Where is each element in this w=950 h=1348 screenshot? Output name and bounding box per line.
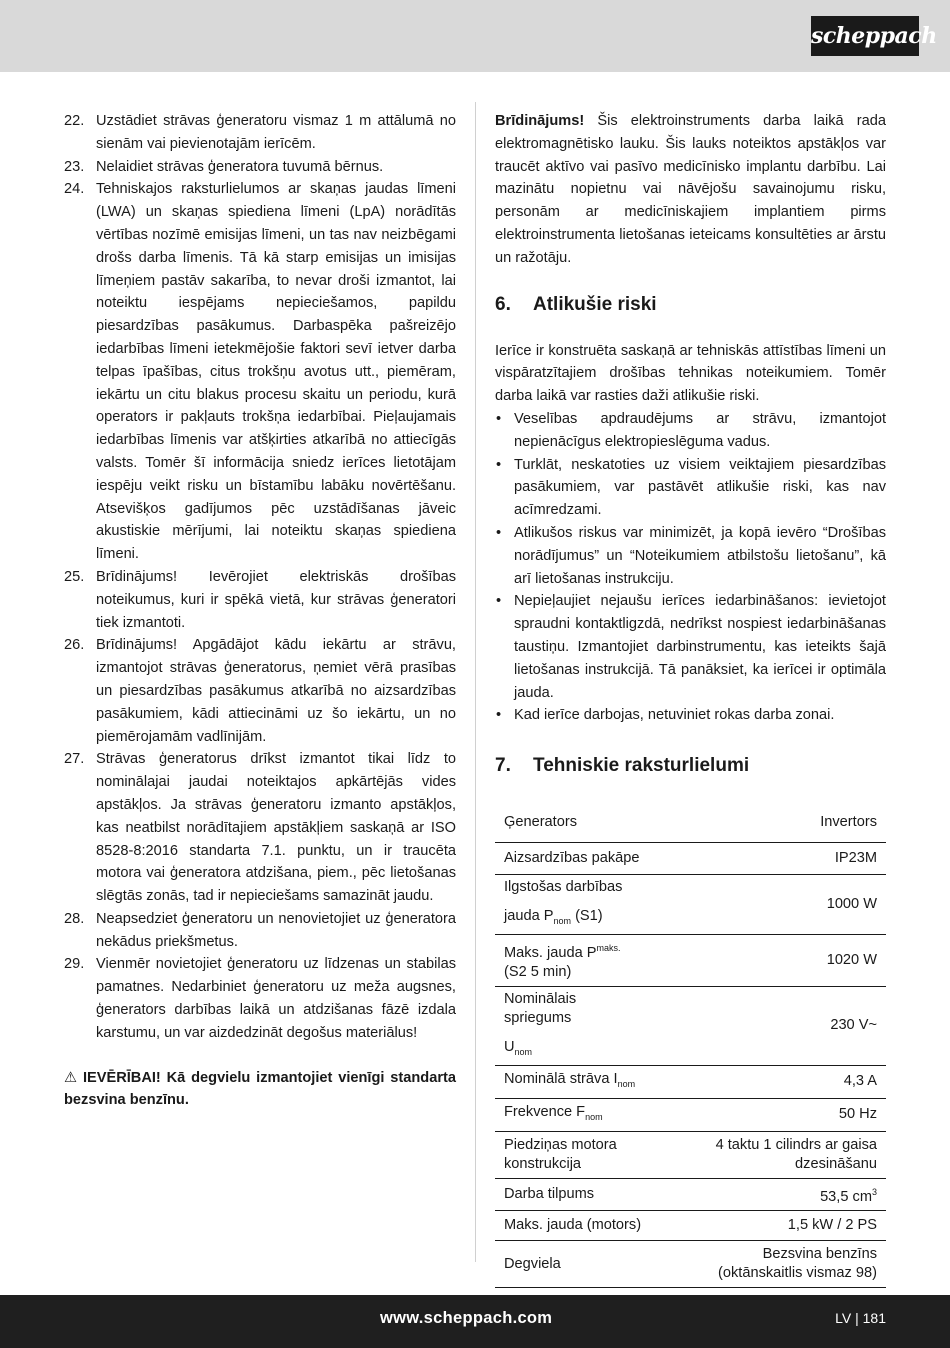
scheppach-logo: scheppach bbox=[811, 16, 919, 56]
footer-bar bbox=[0, 1295, 950, 1348]
fuel-warning-text: IEVĒRĪBAI! Kā degvielu izmantojiet vienīgi standarta bezsvina benzīnu. bbox=[64, 1069, 456, 1109]
table-row bbox=[495, 1065, 886, 1098]
bullet-text: Turklāt, neskatoties uz visiem veiktajiem piesardzības pasākumiem, var pastāvēt atlikušie riski, kas nav acīmredzami. bbox=[514, 456, 886, 519]
spec-label-line bbox=[504, 1038, 532, 1062]
spec-value bbox=[655, 1178, 886, 1211]
bullet-icon: • bbox=[496, 456, 502, 473]
list-item bbox=[64, 953, 456, 1044]
residual-risks-list bbox=[495, 408, 886, 727]
spec-value-line: (oktānskaitlis vismaz 98) bbox=[718, 1265, 877, 1282]
section-7-heading bbox=[495, 755, 886, 777]
bullet-text: Nepieļaujiet nejaušu ierīces iedarbināšanos: ievietojot spraudni kontaktligzdā, nedrīkst nospiest iedarbināšanas taustiņu. Izmantojiet darbinstrumentu, kas ieteikts šajā lietošanas instrukcijā. Tā panāksiet, ka ierīcei ir optimāla jauda. bbox=[514, 593, 886, 701]
item-number: 28. bbox=[64, 910, 85, 927]
list-item bbox=[64, 156, 456, 179]
page-number-value: 181 bbox=[862, 1310, 886, 1326]
spec-label-part: U bbox=[504, 1038, 515, 1055]
spec-label bbox=[495, 1098, 655, 1131]
item-number: 24. bbox=[64, 181, 85, 198]
residual-risks-intro: Ierīce ir konstruēta saskaņā ar tehniskās attīstības līmeni un vispāratzītajiem drošības tehnikas noteikumiem. Tomēr darba laikā var rasties daži atlikušie riski. bbox=[495, 342, 886, 405]
item-text: Nelaidiet strāvas ģeneratora tuvumā bērnus. bbox=[96, 158, 384, 175]
spec-label-part: (S1) bbox=[571, 908, 603, 925]
item-number: 29. bbox=[64, 956, 85, 973]
spec-subscript: nom bbox=[514, 1046, 533, 1057]
item-number: 27. bbox=[64, 751, 85, 768]
spec-label-line bbox=[504, 907, 603, 931]
table-row bbox=[495, 986, 886, 1065]
item-number: 25. bbox=[64, 568, 85, 585]
table-row bbox=[495, 875, 886, 935]
bullet-icon: • bbox=[496, 410, 502, 427]
table-row bbox=[495, 1131, 886, 1178]
spec-label bbox=[495, 1131, 655, 1178]
spec-value-part: 53,5 cm bbox=[820, 1188, 872, 1205]
spec-label: Degviela bbox=[495, 1241, 655, 1288]
section-6-heading bbox=[495, 294, 886, 316]
table-row bbox=[495, 1178, 886, 1211]
spec-label-line: Ilgstošas darbības bbox=[504, 879, 623, 896]
list-item bbox=[495, 454, 886, 522]
website-url: www.scheppach.com bbox=[380, 1309, 553, 1327]
bullet-text: Veselības apdraudējums ar strāvu, izmantojot nepienācīgus elektropieslēguma vadus. bbox=[514, 410, 886, 450]
page-number bbox=[835, 1310, 886, 1326]
right-column bbox=[495, 110, 886, 1288]
spec-label bbox=[495, 875, 655, 935]
spec-label-line: (S2 5 min) bbox=[504, 963, 572, 980]
table-row bbox=[495, 811, 886, 843]
bullet-icon: • bbox=[496, 524, 502, 541]
item-text: Uzstādiet strāvas ģeneratoru vismaz 1 m attālumā no sienām vai pievienotajām ierīcēm. bbox=[96, 113, 456, 152]
list-item bbox=[64, 908, 456, 954]
spec-label: Aizsardzības pakāpe bbox=[495, 843, 655, 875]
spec-label-part: Frekvence F bbox=[504, 1103, 586, 1120]
spec-value bbox=[655, 1131, 886, 1178]
item-text: Tehniskajos raksturlielumos ar skaņas jaudas līmeni (LWA) un skaņas spiediena līmeni (LpA) norādītās vērtības nozīmē emisijas līmeni, un tas nav neizbēgami drošs darba līmenis. Tā kā starp emisijas un imisijas līmeņiem pastāv sakarība, to nevar droši izmantot, lai noteiktu iespējams nepieciešamos, papildu piesardzības pasākumus. Darbaspēka pašreizējo iedarbības līmeni ietekmējošie faktori sevī ietver darba telpas īpašības, citus trokšņu avotus utt., piemēram, iekārtu un citu blakus procesu skaitu un periodu, kurā operators ir pakļauts trokšņa iedarbībai. Pieļaujamais iedarbības līmenis var atšķirties atkarībā no attiecīgās valsts. Tomēr šī informācija sniedz ierīces lietotājam iespēju veikt risku un bīstamību labāku novērtēšanu. Atsevišķos gadījumos pēc uzstādīšanas jāveic akustiskie mērījumi, lai noteiktu skaņas spiediena līmeni. bbox=[96, 181, 456, 563]
safety-list bbox=[64, 110, 456, 1045]
spec-label-line: Piedziņas motora bbox=[504, 1136, 617, 1153]
section-title: Atlikušie riski bbox=[533, 293, 657, 315]
header-bar bbox=[0, 0, 950, 72]
item-number: 23. bbox=[64, 158, 85, 175]
list-item bbox=[64, 178, 456, 566]
bullet-text: Atlikušos riskus var minimizēt, ja kopā ievēro “Drošības norādījumus” un “Noteikumiem atbilstošu lietošanu”, kā arī lietošanas instrukciju. bbox=[514, 524, 886, 587]
table-row bbox=[495, 1098, 886, 1131]
language-code: LV bbox=[835, 1310, 852, 1326]
item-text: Brīdinājums! Ievērojiet elektriskās drošības noteikumus, kuri ir spēkā vietā, kur strāvas ģeneratori tiek izmantoti. bbox=[96, 568, 456, 631]
spec-value: Invertors bbox=[655, 811, 886, 843]
spec-label-part: Maks. jauda P bbox=[504, 944, 597, 961]
spec-label: Ģenerators bbox=[495, 811, 655, 843]
fuel-warning bbox=[64, 1067, 456, 1113]
item-text: Brīdinājums! Apgādājot kādu iekārtu ar strāvu, izmantojot strāvas ģeneratorus, ņemiet vērā prasības un piesardzības pasākumus atkarībā no aizsardzības pasākumiem, kādi attiecināmi uz šo iekārtu, un no piemērojamām vadlīnijām. bbox=[96, 637, 456, 745]
spec-value: 4,3 A bbox=[655, 1065, 886, 1098]
spec-label bbox=[495, 935, 655, 987]
emf-warning-label: Brīdinājums! bbox=[495, 113, 585, 129]
item-number: 26. bbox=[64, 637, 85, 654]
section-number: 7. bbox=[495, 755, 511, 777]
left-column bbox=[64, 110, 456, 1112]
section-number: 6. bbox=[495, 293, 511, 315]
spec-label: Darba tilpums bbox=[495, 1178, 655, 1211]
spec-label-part: Nominālā strāva I bbox=[504, 1070, 618, 1087]
item-number: 22. bbox=[64, 113, 85, 129]
spec-subscript: nom bbox=[585, 1111, 603, 1122]
list-item bbox=[495, 590, 886, 704]
emf-warning-text: Šis elektroinstruments darba laikā rada elektromagnētisko lauku. Šis lauks noteiktos apstākļos var traucēt aktīvo vai pasīvo medicīnisko implantu darbību. Lai mazinātu nopietnu vai nāvējošu savainojumu risku, personām ar medicīniskajiem implantiem pirms elektroinstrumenta lietošanas ieteicams konsultēties ar ārstu un ražotāju. bbox=[495, 113, 886, 266]
page-separator: | bbox=[855, 1310, 859, 1326]
spec-subscript: maks. bbox=[596, 943, 621, 954]
section-title: Tehniskie raksturlielumi bbox=[533, 755, 750, 777]
bullet-icon: • bbox=[496, 707, 502, 724]
list-item bbox=[64, 566, 456, 634]
table-row bbox=[495, 1241, 886, 1288]
emf-warning bbox=[495, 110, 886, 270]
warning-triangle-icon: ⚠ bbox=[64, 1069, 78, 1086]
spec-value-line: 4 taktu 1 cilindrs ar gaisa bbox=[715, 1136, 877, 1153]
item-text: Neapsedziet ģeneratoru un nenovietojiet uz ģeneratora nekādus priekšmetus. bbox=[96, 910, 456, 950]
spec-value: 230 V~ bbox=[655, 986, 886, 1065]
list-item bbox=[64, 748, 456, 908]
spec-subscript: nom bbox=[617, 1078, 636, 1089]
column-divider bbox=[475, 102, 476, 1262]
list-item bbox=[495, 704, 886, 727]
spec-label-line: konstrukcija bbox=[504, 1155, 582, 1172]
item-text: Strāvas ģeneratorus drīkst izmantot tikai līdz to nominālajai jaudai noteiktajos apkārtējās vides apstākļos. Ja strāvas ģeneratoru izmanto apstākļos, kas neatbilst norādītajiem apstākļiem saskaņā ar ISO 8528-8:2016 standarta 7.1. punktu, un ir traucēta motora vai ģeneratora atdzišana, piem., pēc lietošanas slēgtās zonās, tad ir nepieciešams samazināt jaudu. bbox=[96, 751, 456, 905]
spec-label-line: Nominālais spriegums bbox=[504, 990, 577, 1026]
spec-label bbox=[495, 986, 655, 1065]
spec-superscript: 3 bbox=[871, 1186, 877, 1197]
spec-value bbox=[655, 1241, 886, 1288]
spec-value: 1020 W bbox=[655, 935, 886, 987]
list-item bbox=[495, 522, 886, 590]
spec-value: IP23M bbox=[655, 843, 886, 875]
tech-specs-table bbox=[495, 811, 886, 1288]
bullet-text: Kad ierīce darbojas, netuviniet rokas darba zonai. bbox=[514, 707, 835, 724]
list-item bbox=[495, 408, 886, 454]
spec-subscript: nom bbox=[553, 916, 572, 927]
spec-value-line: dzesināšanu bbox=[795, 1155, 877, 1172]
spec-value: 50 Hz bbox=[655, 1098, 886, 1131]
table-row bbox=[495, 935, 886, 987]
table-row bbox=[495, 843, 886, 875]
spec-value: 1,5 kW / 2 PS bbox=[655, 1211, 886, 1241]
spec-label: Maks. jauda (motors) bbox=[495, 1211, 655, 1241]
spec-label-part: jauda P bbox=[504, 908, 554, 925]
bullet-icon: • bbox=[496, 593, 502, 610]
spec-value: 1000 W bbox=[655, 875, 886, 935]
table-row bbox=[495, 1211, 886, 1241]
list-item bbox=[64, 634, 456, 748]
spec-value-line: Bezsvina benzīns bbox=[762, 1246, 877, 1263]
list-item bbox=[64, 110, 456, 156]
item-text: Vienmēr novietojiet ģeneratoru uz līdzenas un stabilas pamatnes. Nedarbiniet ģeneratoru uz meža augsnes, ģenerators darbības laikā un atdzišanas fāzē izdala karstumu, un var aizdedzināt degošus materiālus! bbox=[96, 956, 456, 1041]
spec-label bbox=[495, 1065, 655, 1098]
